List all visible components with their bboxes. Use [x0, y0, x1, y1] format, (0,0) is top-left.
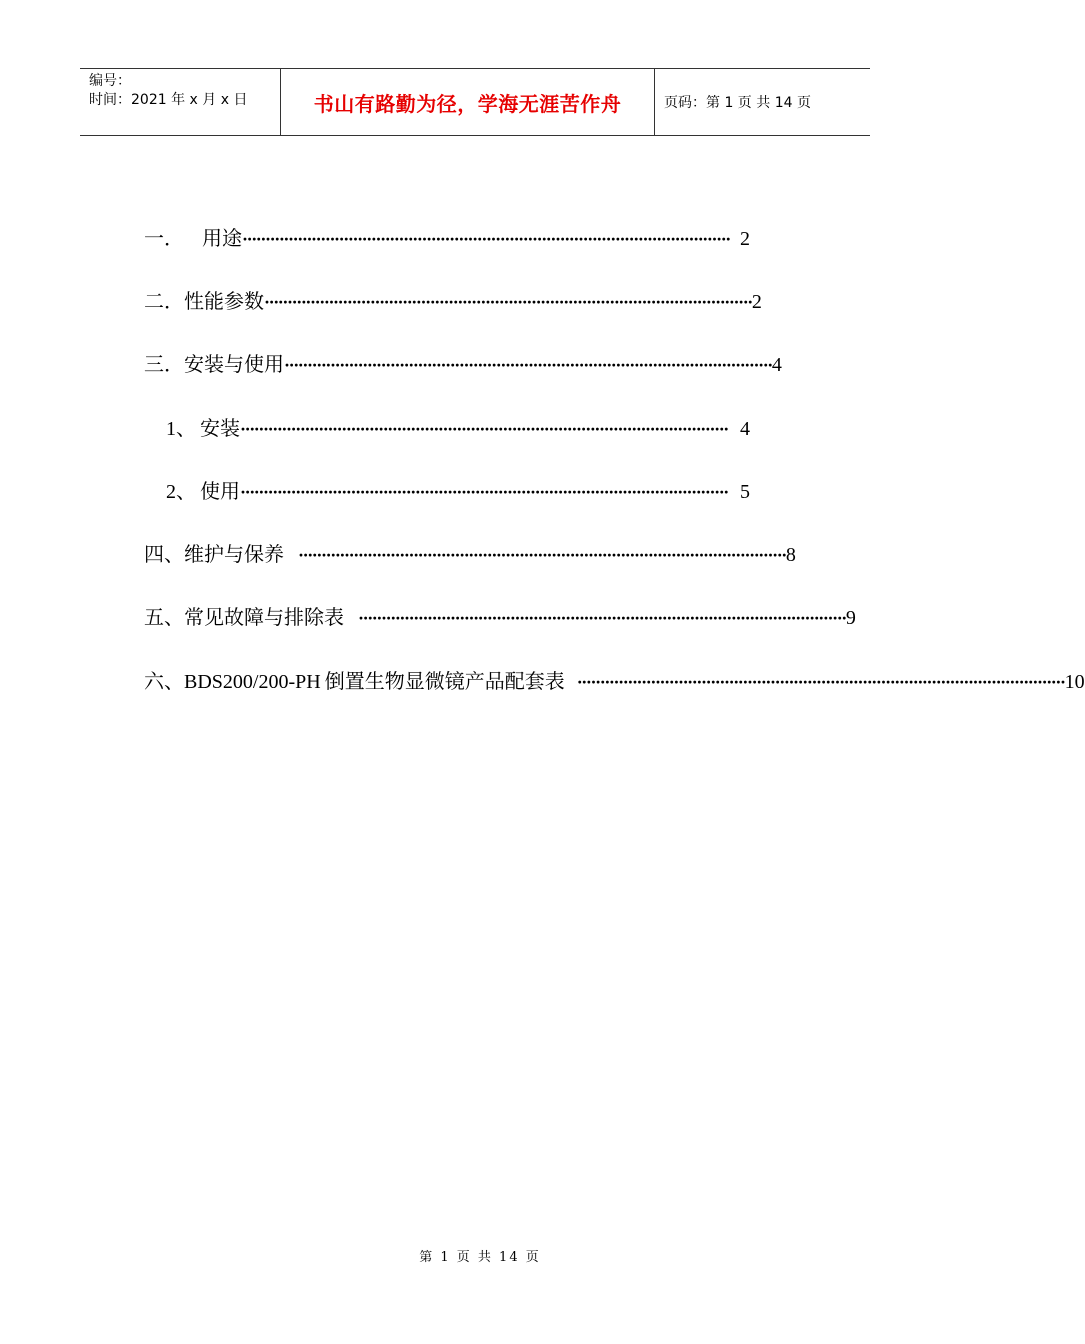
toc-leader: ·········································································································· [358, 608, 846, 628]
toc-leader: ·········································································································· [576, 672, 1065, 692]
toc-leader: ·········································································································· [298, 545, 786, 565]
toc-number: 1、 [166, 418, 196, 440]
toc-entry[interactable] [144, 601, 856, 631]
toc-title: 常见故障与排除表 [184, 605, 344, 629]
toc-entry[interactable] [144, 222, 750, 252]
toc-entry[interactable] [144, 665, 1085, 695]
toc-page-number: 2 [740, 228, 750, 250]
toc-title: 维护与保养 [184, 542, 284, 566]
toc-entry[interactable] [144, 348, 782, 378]
toc-leader: ·········································································································· [242, 229, 730, 249]
header-page-info [655, 69, 870, 135]
number-label: 编号： [89, 73, 131, 89]
page-info: 页码：第 1 页 共 14 页 [664, 95, 811, 111]
toc-leader: ·········································································································· [264, 292, 752, 312]
toc-entry[interactable] [166, 475, 750, 505]
toc-number: 2、 [166, 481, 196, 503]
toc-number: 三． [144, 352, 184, 376]
toc-title: 性能参数 [184, 289, 264, 313]
header-motto-cell [281, 69, 655, 135]
toc-number: 一． [144, 226, 184, 250]
toc-page-number: 4 [771, 354, 782, 376]
toc-number: 六、 [144, 669, 184, 693]
toc-title: 使用 [200, 479, 240, 503]
footer-page-count: 第 1 页 共 14 页 [419, 1250, 541, 1265]
toc-number: 二． [144, 289, 184, 313]
toc-title: 倒置生物显微镜产品配套表 [324, 669, 565, 693]
toc-leader: ·········································································································· [240, 419, 728, 439]
toc-entry[interactable] [144, 538, 796, 568]
toc-title: 安装 [200, 416, 240, 440]
toc-entry[interactable] [144, 285, 762, 315]
toc-number: 五、 [144, 605, 184, 629]
time-label: 时间：2021 年 x 月 x 日 [89, 92, 248, 108]
toc-page-number: 4 [740, 418, 750, 440]
toc-title: 安装与使用 [184, 352, 284, 376]
toc-entry[interactable] [166, 412, 750, 442]
header-meta [80, 69, 281, 135]
page-header [80, 68, 870, 136]
motto: 书山有路勤为径，学海无涯苦作舟 [313, 91, 622, 116]
toc-leader: ·········································································································· [284, 355, 772, 375]
toc-number: 四、 [144, 542, 184, 566]
toc-page-number: 10 [1064, 671, 1085, 693]
toc-page-number: 2 [751, 291, 762, 313]
toc-title-model: BDS200/200-PH [184, 671, 321, 693]
toc-leader: ·········································································································· [240, 482, 728, 502]
toc-page-number: 9 [845, 607, 856, 629]
toc-page-number: 8 [785, 544, 796, 566]
toc-title: 用途 [202, 226, 242, 250]
toc-page-number: 5 [740, 481, 750, 503]
page-footer [0, 1246, 950, 1265]
